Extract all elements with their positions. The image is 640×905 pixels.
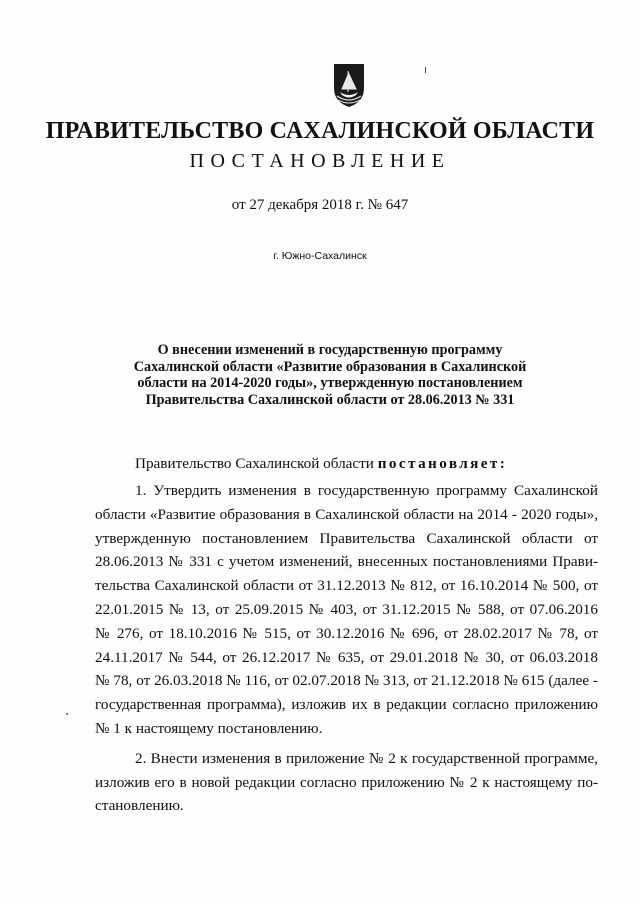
paragraph-1-line: тельства Сахалинской области от 31.12.2013 № 812, от 16.10.2014 № 500, от [95,577,598,595]
heading-line: О внесении изменений в государственную программу [157,342,503,358]
paragraph-2-line: становлению. [95,797,184,815]
paragraph-1-line: № 1 к настоящему постановлению. [95,719,323,737]
scan-mark [425,67,426,73]
document-city: г. Южно-Сахалинск [273,250,367,262]
paragraph-2-line: 2. Внести изменения в приложение № 2 к государственной программе, [135,749,598,767]
paragraph-1-line: государственная программа), изложив их в редакции согласно приложению [95,696,598,714]
paragraph-1-line: № 78, от 26.03.2018 № 116, от 02.07.2018 № 313, от 21.12.2018 № 615 (далее - [95,672,598,690]
coat-of-arms-icon [332,62,366,108]
paragraph-2-line: изложив его в новой редакции согласно приложению № 2 к настоящему по- [95,773,598,791]
document-type: ПОСТАНОВЛЕНИЕ [189,150,451,172]
paragraph-1-line: утвержденную постановлением Правительства Сахалинской области от [95,529,598,547]
resolution-heading [110,342,550,408]
intro-line [135,455,507,473]
heading-line: Сахалинской области «Развитие образования в Сахалинской [133,358,527,375]
scan-dot [66,713,68,715]
heading-line: Правительства Сахалинской области от 28.06.2013 № 331 [145,391,515,408]
paragraph-1-line: 28.06.2013 № 331 с учетом изменений, внесенных постановлениями Прави- [95,553,598,571]
paragraph-1-line: № 276, от 18.10.2016 № 515, от 30.12.2016 № 696, от 28.02.2017 № 78, от [95,624,598,642]
paragraph-1-line: 1. Утвердить изменения в государственную программу Сахалинской [135,482,598,499]
paragraph-1-line: области «Развитие образования в Сахалинской области на 2014 - 2020 годы», [95,505,598,523]
paragraph-1-line: 22.01.2015 № 13, от 25.09.2015 № 403, от 31.12.2015 № 588, от 07.06.2016 [95,600,598,618]
heading-line: области на 2014-2020 годы», утвержденную постановлением [137,375,523,391]
resolution-body [95,479,598,818]
document-date-number: от 27 декабря 2018 г. № 647 [231,197,409,213]
intro-prefix: Правительство Сахалинской области [135,455,378,472]
org-title: ПРАВИТЕЛЬСТВО САХАЛИНСКОЙ ОБЛАСТИ [45,118,595,144]
paragraph-1-line: 24.11.2017 № 544, от 26.12.2017 № 635, от 29.01.2018 № 30, от 06.03.2018 [95,648,598,666]
intro-resolves: постановляет: [377,455,508,472]
